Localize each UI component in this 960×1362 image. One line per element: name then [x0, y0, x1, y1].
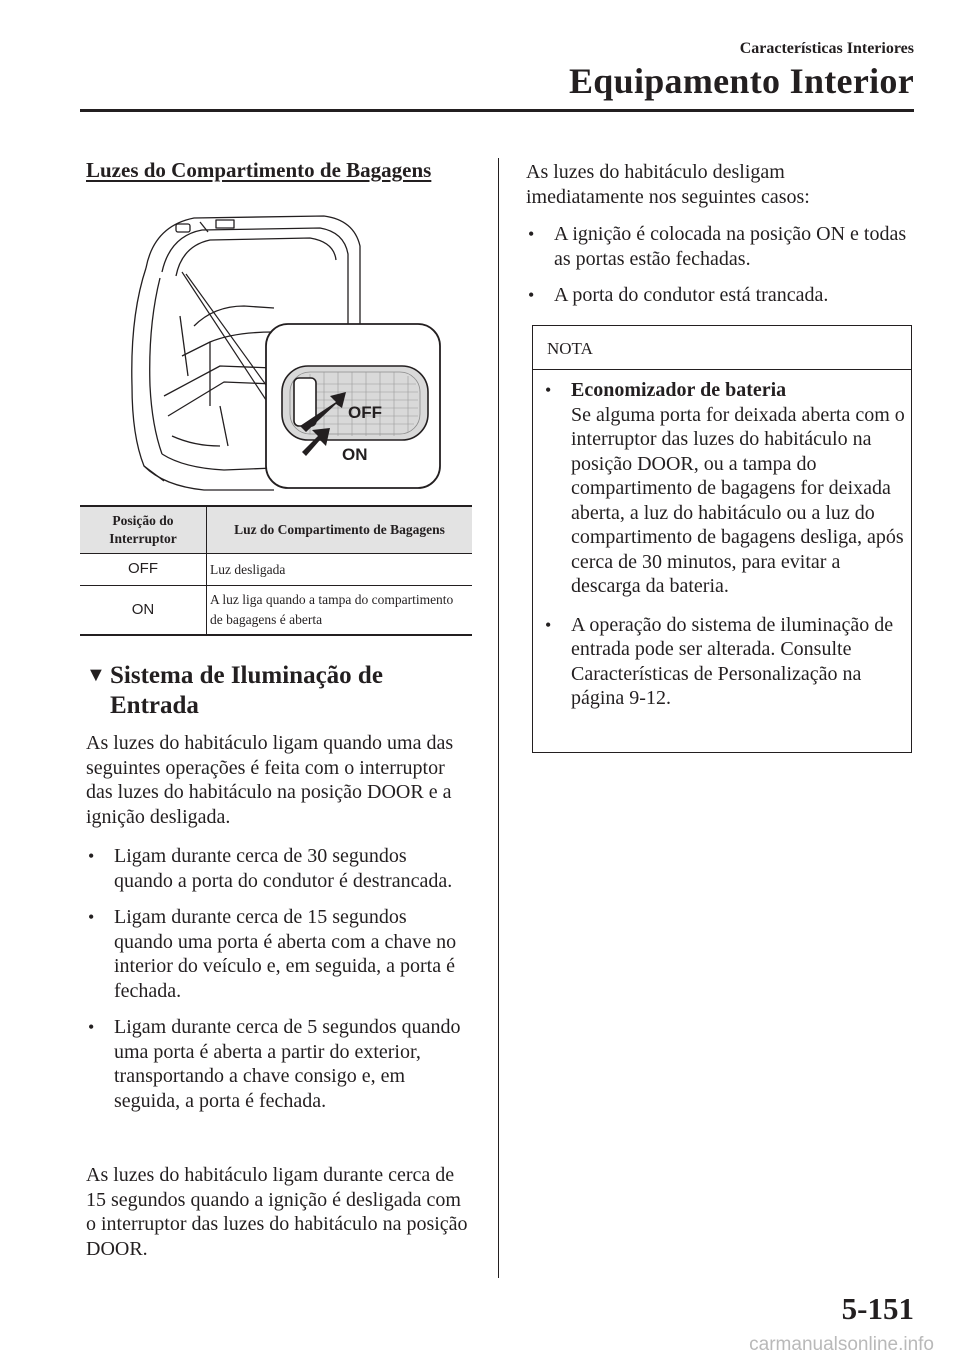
- chapter-label: Características Interiores: [739, 40, 914, 57]
- bullet-icon: •: [545, 614, 552, 635]
- section-heading-line2: Entrada: [110, 692, 199, 719]
- table-cell-description: A luz liga quando a tampa do compartimento de bagagens é aberta: [207, 585, 473, 635]
- bullet-icon: •: [88, 1017, 95, 1037]
- figure-label-on: ON: [342, 445, 368, 464]
- triangle-down-icon: ▼: [86, 664, 106, 686]
- list-item: [543, 613, 911, 711]
- bullet-icon: •: [528, 224, 535, 244]
- note-item-body: Se alguma porta for deixada aberta com o interruptor das luzes do habitáculo na posição DOOR, ou a tampa do compartimento de bagagens for deixada aberta, a luz do habitáculo ou a luz do compartimento de bagagens desliga, após cerca de 30 minutos, para evitar a descarga da bateria.: [571, 403, 905, 597]
- list-item: • Ligam durante cerca de 15 segundos quando uma porta é aberta com a chave no interior do veículo e, em seguida, a porta é fechada.: [88, 906, 457, 1002]
- watermark: carmanualsonline.info: [749, 1334, 934, 1355]
- bullet-icon: •: [88, 907, 95, 927]
- table-cell-description: Luz desligada: [207, 554, 473, 586]
- bullet-icon: •: [88, 846, 95, 866]
- table-header-light: Luz do Compartimento de Bagagens: [207, 506, 473, 554]
- page-number: 5-151: [841, 1291, 914, 1326]
- header-rule: [80, 109, 914, 112]
- paragraph-intro: As luzes do habitáculo ligam quando uma das seguintes operações é feita com o interruptor das luzes do habitáculo na posição DOOR e a ignição desligada.: [86, 732, 454, 828]
- table-cell-position: ON: [80, 585, 207, 635]
- bullet-icon: •: [528, 285, 535, 305]
- note-box: [532, 325, 912, 753]
- note-list: [543, 378, 911, 725]
- note-item-body: A operação do sistema de iluminação de entrada pode ser alterada. Consulte Características de Personalização na página 9-12.: [571, 613, 894, 709]
- luggage-compartment-illustration: [124, 206, 444, 494]
- list-item: • A ignição é colocada na posição ON e todas as portas estão fechadas.: [528, 223, 907, 270]
- list-item: [543, 378, 911, 599]
- paragraph-right-intro: As luzes do habitáculo desligam imediatamente nos seguintes casos:: [526, 161, 810, 208]
- table-header-position: Posição do Interruptor: [80, 506, 207, 554]
- table-row: [80, 585, 472, 635]
- list-item: • Ligam durante cerca de 30 segundos quando a porta do condutor é destrancada.: [88, 845, 453, 892]
- list-item: • Ligam durante cerca de 5 segundos quando uma porta é aberta a partir do exterior, transportando a chave consigo e, em seguida, a porta é fechada.: [88, 1016, 461, 1112]
- section-heading-line1: Sistema de Iluminação de: [110, 662, 383, 689]
- section-heading-entry-lighting: [86, 660, 486, 721]
- column-divider: [498, 158, 499, 1278]
- bullet-list-left: [86, 844, 470, 1125]
- list-item: • A porta do condutor está trancada.: [528, 284, 829, 306]
- note-heading: NOTA: [533, 326, 911, 370]
- bullet-icon: •: [545, 380, 552, 400]
- paragraph-closing: As luzes do habitáculo ligam durante cerca de 15 segundos quando a ignição é desligada com o interruptor das luzes do habitáculo na posição DOOR.: [86, 1164, 468, 1260]
- table-row: [80, 554, 472, 586]
- figure-label-off: OFF: [348, 403, 382, 422]
- table-cell-position: OFF: [80, 554, 207, 586]
- switch-position-table: [80, 505, 472, 636]
- subheading-luggage-lights: Luzes do Compartimento de Bagagens: [86, 158, 432, 182]
- bullet-list-right: [526, 222, 910, 320]
- section-title: Equipamento Interior: [568, 61, 914, 101]
- table-header-row: [80, 506, 472, 554]
- note-item-title: Economizador de bateria: [571, 379, 787, 401]
